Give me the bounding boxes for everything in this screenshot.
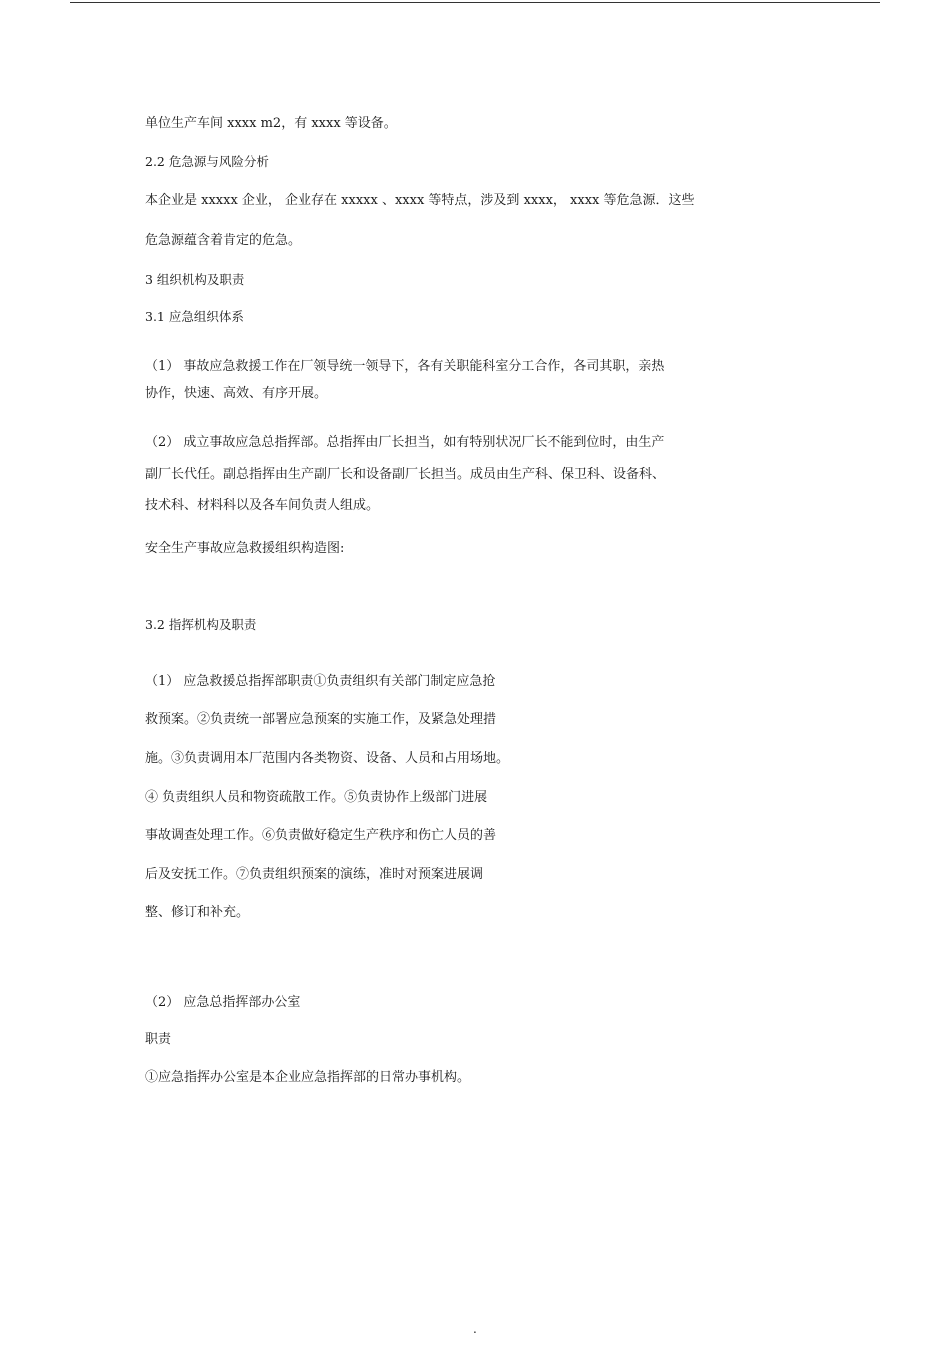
paragraph-line: 协作，快速、高效、有序开展。 [145,386,328,401]
paragraph-line: 救预案。②负责统一部署应急预案的实施工作，及紧急处理措 [145,712,497,727]
header-rule [70,2,880,3]
paragraph-line: 副厂长代任。副总指挥由生产副厂长和设备副厂长担当。成员由生产科、保卫科、设备科、 [145,467,666,482]
paragraph-line: ④ 负责组织人员和物资疏散工作。⑤负责协作上级部门进展 [145,790,488,805]
paragraph-line: 危急源蕴含着肯定的危急。 [145,233,302,248]
paragraph-line: 职责 [145,1032,172,1047]
paragraph-line: （2） 应急总指挥部办公室 [145,995,301,1010]
paragraph-line: ①应急指挥办公室是本企业应急指挥部的日常办事机构。 [145,1070,471,1085]
paragraph-line: 本企业是 xxxxx 企业， 企业存在 xxxxx 、xxxx 等特点，涉及到 xxxx， xxxx 等危急源．这些 [145,193,695,208]
paragraph-line: 施。③负责调用本厂范围内各类物资、设备、人员和占用场地。 [145,751,510,766]
paragraph-line: （2） 成立事故应急总指挥部。总指挥由厂长担当，如有特别状况厂长不能到位时，由生产 [145,435,665,450]
section-heading-3: 3 组织机构及职责 [145,272,245,287]
paragraph-line: （1） 应急救援总指挥部职责①负责组织有关部门制定应急抢 [145,674,496,689]
section-heading-3-2: 3.2 指挥机构及职责 [145,617,257,632]
section-heading-2-2: 2.2 危急源与风险分析 [145,154,269,169]
paragraph-line: 单位生产车间 xxxx m2，有 xxxx 等设备。 [145,116,397,131]
page-footer-mark: . [473,1322,477,1336]
paragraph-line: 技术科、材料科以及各车间负责人组成。 [145,498,380,513]
paragraph-line: 安全生产事故应急救援组织构造图: [145,541,345,556]
paragraph-line: 整、修订和补充。 [145,905,250,920]
paragraph-line: 后及安抚工作。⑦负责组织预案的演练，准时对预案进展调 [145,867,484,882]
paragraph-line: 事故调查处理工作。⑥负责做好稳定生产秩序和伤亡人员的善 [145,828,497,843]
paragraph-line: （1） 事故应急救援工作在厂领导统一领导下，各有关职能科室分工合作，各司其职，亲热 [145,359,665,374]
section-heading-3-1: 3.1 应急组织体系 [145,309,244,324]
